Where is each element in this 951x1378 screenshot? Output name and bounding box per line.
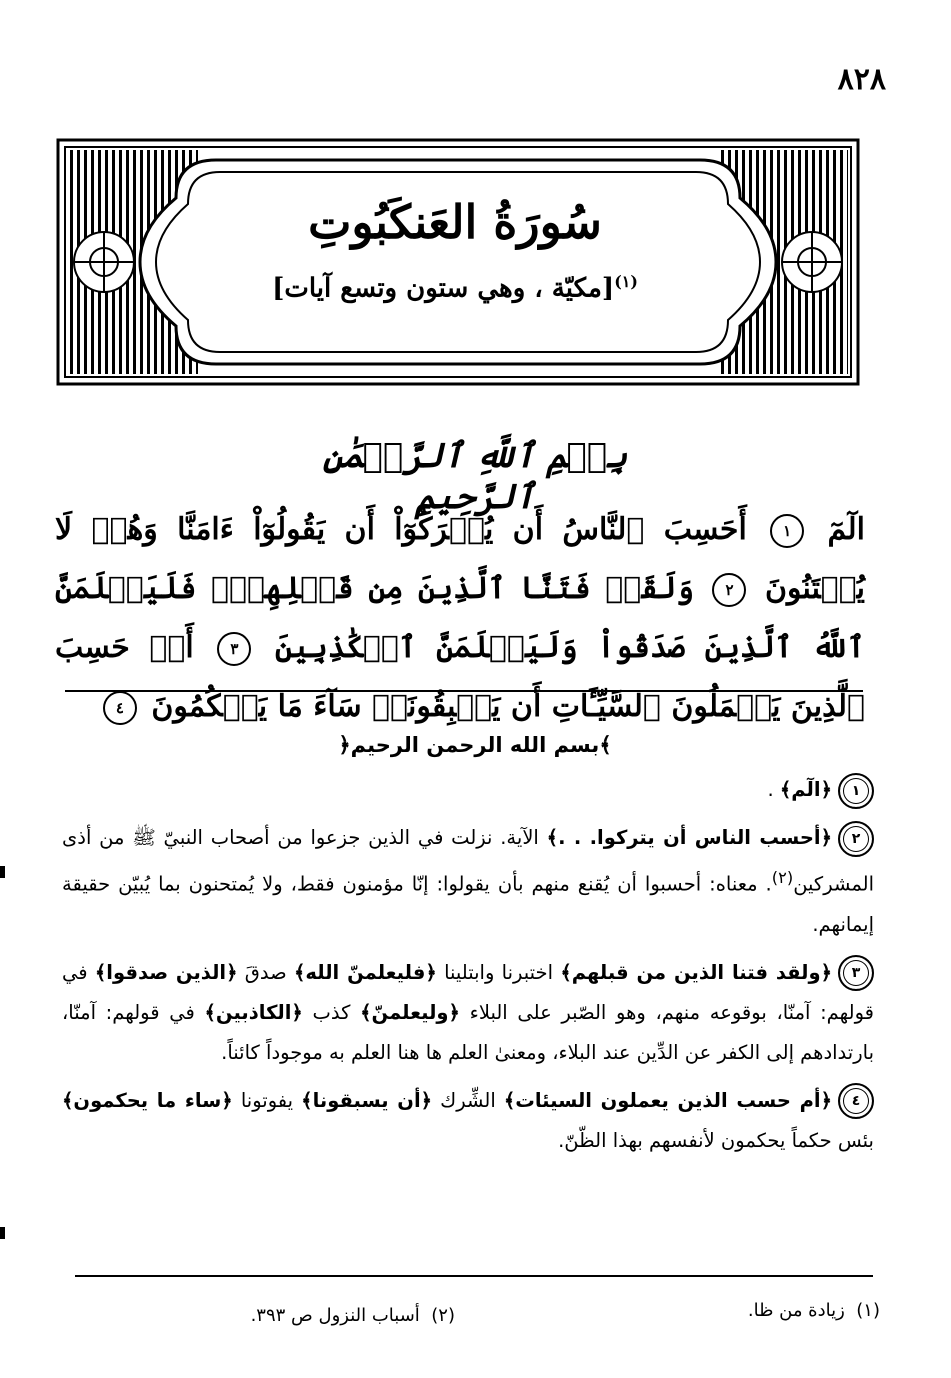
ayah-2-marker: ٢ — [712, 573, 746, 607]
verse-quote: ﴿أم حسب الذين يعملون السيئات﴾ — [503, 1088, 832, 1112]
verse-number-badge: ٣ — [838, 955, 874, 991]
verse-quote: ﴿الكاذبين﴾ — [204, 1000, 303, 1024]
ayah-4-text: أَمۡ حَسِبَ ٱلَّذِينَ يَعۡمَلُونَ ٱلسَّيِّـَٔاتِ أَن يَسۡبِقُونَاۚ سَآءَ مَا يَحۡكُمُونَ — [55, 630, 865, 724]
commentary-text: صدقَ — [237, 960, 294, 984]
footnote-ref: (٢) — [771, 868, 794, 887]
footnote-1 — [600, 1300, 880, 1321]
verse-quote: ﴿أن يسبقونا﴾ — [301, 1088, 433, 1112]
tafsir-paragraph-2 — [62, 818, 874, 945]
surah-subtitle — [230, 272, 680, 304]
footnote-2-text: أسباب النزول ص ٣٩٣. — [250, 1305, 420, 1326]
commentary-text: في قولهم: آمنّا، بوقوعه منهم، وهو الصّبر على البلاء — [62, 960, 874, 1024]
commentary-text: اختبرنا وابتلينا — [436, 960, 561, 984]
ayah-1-text: الٓمٓ — [827, 512, 865, 547]
surah-header-frame — [56, 138, 860, 388]
ayah-2-text: أَحَسِبَ ٱلنَّاسُ أَن يُتۡرَكُوٓاْ أَن يَقُولُوٓاْ ءَامَنَّا وَهُمۡ لَا يُفۡتَنُونَ — [55, 512, 865, 606]
verse-quote: ﴿فليعلمنّ الله﴾ — [294, 960, 437, 984]
ayah-3-text: وَلَقَدۡ فَتَنَّا ٱلَّذِينَ مِن قَبۡلِهِمۡۖ فَلَيَعۡلَمَنَّ ٱللَّهُ ٱلَّذِينَ صَدَقُواْ وَلَيَعۡلَمَنَّ ٱلۡكَٰذِبِينَ — [55, 571, 865, 665]
commentary-text: كذب — [302, 1000, 361, 1024]
commentary-text: في قولهم: آمنّا، بارتدادهم إلى الكفر عن الدِّين عند البلاء، ومعنىٰ العلم ها هنا العلم به موجوداً كائناً. — [62, 1000, 874, 1064]
commentary-text: . — [767, 778, 780, 801]
footnote-ref: (١) — [614, 272, 638, 291]
footnote-rule — [75, 1275, 873, 1277]
verse-quote: ﴿ولقد فتنا الذين من قبلهم﴾ — [560, 960, 832, 984]
footnote-1-number: (١) — [856, 1300, 880, 1321]
commentary-text: الآية. نزلت في الذين جزعوا من أصحاب النبيّ ﷺ من أذى المشركين — [62, 826, 874, 896]
tafsir-body — [62, 770, 874, 1169]
tafsir-paragraph-1 — [62, 770, 874, 810]
verse-quote: ﴿ساء ما يحكمون﴾ — [62, 1088, 233, 1112]
commentary-text: يفوتونا — [232, 1088, 302, 1112]
scan-edge-mark — [0, 866, 5, 878]
verse-number-badge: ٤ — [838, 1083, 874, 1119]
footnote-1-text: زيادة من ظا. — [747, 1300, 845, 1321]
tafsir-paragraph-3 — [62, 953, 874, 1073]
ayah-4-marker: ٤ — [103, 691, 137, 725]
footnote-2 — [195, 1305, 455, 1326]
verse-quote: ﴿الذين صدقوا﴾ — [94, 960, 238, 984]
verse-quote: ﴿الٓم﴾ — [779, 778, 832, 801]
ayah-3-marker: ٣ — [217, 632, 251, 666]
ayah-1-marker: ١ — [770, 514, 804, 548]
quran-text — [55, 500, 865, 736]
verse-number-badge: ٢ — [838, 821, 874, 857]
commentary-text: بئس حكماً يحكمون لأنفسهم بهذا الظّنّ. — [558, 1128, 874, 1152]
surah-title: سُورَةُ العَنكَبُوتِ — [308, 195, 602, 249]
surah-info: [مكيّة ، وهي ستون وتسع آيات] — [272, 273, 615, 304]
tafsir-basmala: ﴿بسم الله الرحمن الرحيم﴾ — [338, 733, 612, 757]
basmala: بِسۡمِ ٱللَّهِ ٱلرَّحۡمَٰنِ ٱلرَّحِيمِ — [322, 436, 628, 517]
commentary-text: . معناه: أحسبوا أن يُقنع منهم بأن يقولوا: إنّا مؤمنون فقط، ولا يُمتحنون بما يُبيّن حقيقة إيمانهم. — [62, 872, 874, 936]
footnote-2-number: (٢) — [431, 1305, 455, 1326]
verse-quote: ﴿أحسب الناس أن يتركوا. . .﴾ — [546, 826, 832, 849]
divider-rule — [65, 690, 863, 692]
verse-quote: ﴿وليعلمنّ﴾ — [360, 1000, 460, 1024]
scan-edge-mark — [0, 1227, 5, 1239]
commentary-text: الشِّرك — [432, 1088, 504, 1112]
page-number: ٨٢٨ — [837, 62, 886, 97]
verse-number-badge: ١ — [838, 773, 874, 809]
tafsir-paragraph-4 — [62, 1081, 874, 1161]
